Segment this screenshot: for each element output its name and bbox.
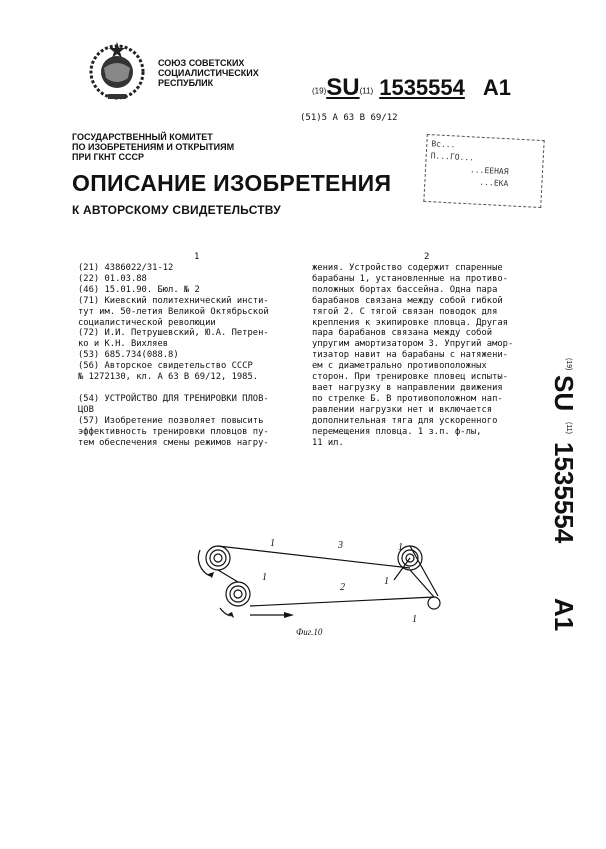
figure-label: 1: [262, 572, 267, 583]
committee-block: [72, 132, 234, 162]
library-stamp: [423, 134, 544, 208]
side-tag: (11): [565, 422, 572, 434]
document-title: ОПИСАНИЕ ИЗОБРЕТЕНИЯ: [72, 170, 392, 196]
figure-label: 1: [412, 614, 417, 625]
country-code-tag: (19): [312, 86, 327, 96]
figure-label: 1: [398, 542, 403, 553]
stamp-line: ...ЕКА: [479, 177, 509, 189]
ussr-emblem: [84, 38, 150, 104]
country-code: SU: [326, 74, 360, 101]
figure-label: 1: [384, 576, 389, 587]
side-number: 1535554: [549, 442, 579, 544]
abstract-column: жения. Устройство содержит спаренные барабаны 1, установленные на противо- положных бортах бассейна. Одна пара барабанов связана между собой гибкой тягой 2. С тягой связан поводок для крепления к экипировке пловца. Другая пара барабанов связана между собой упругим амортизатором 3. Упругий амор- тизатор навит на барабаны с натяжени- ем с диаметрально противоположных сторон. При тренировке пловец испыты- вает нагрузку в направлении движения по стрелке Б. В противоположном нап- равлении нагрузки нет и включается дополнительная тяга для ускоренного перемещения пловца. 1 з.п. ф-лы, 11 ил.: [312, 263, 514, 448]
issuer-line: СОЦИАЛИСТИЧЕСКИХ: [158, 68, 259, 78]
issuer-block: [158, 58, 259, 88]
side-kind: A1: [549, 598, 579, 632]
drum-bottom-right: [428, 597, 440, 609]
committee-line: ПО ИЗОБРЕТЕНИЯМ И ОТКРЫТИЯМ: [72, 142, 235, 152]
direction-arrow: [284, 612, 294, 618]
side-patent-label: [531, 330, 591, 670]
figure-label: 2: [340, 582, 345, 593]
figure-caption: Фиг.10: [296, 627, 323, 637]
side-country: SU: [549, 375, 579, 412]
figure-label: 3: [338, 540, 343, 551]
kind-code: A1: [482, 75, 511, 100]
document-number: [312, 74, 511, 102]
side-tag: (19): [565, 358, 572, 371]
committee-line: ПРИ ГКНТ СССР: [72, 152, 145, 162]
figure-10-drawing: [190, 530, 450, 640]
column-number-left: 1: [194, 252, 200, 262]
number-tag: (11): [359, 86, 374, 96]
stamp-line: ...ЕЕНАЯ: [469, 165, 509, 177]
document-subtitle: К АВТОРСКОМУ СВИДЕТЕЛЬСТВУ: [72, 203, 281, 217]
bibliographic-column: (21) 4386022/31-12 (22) 01.03.88 (46) 15.01.90. Бюл. № 2 (71) Киевский политехнический инсти- тут им. 50-летия Великой Октябрьской социалистической революции (72) И.И. Петрушевский, Ю.А. Петрен- ко и К.Н. Вихляев (53) 685.734(088.8) (56) Авторское свидетельство СССР № 1272130, кл. А 63 В 69/12, 1985. (54) УСТРОЙСТВО ДЛЯ ТРЕНИРОВКИ ПЛОВ- ЦОВ (57) Изобретение позволяет повысить эффективность тренировки пловцов пу- тем обеспечения смены режимов нагру-: [78, 263, 269, 448]
column-number-right: 2: [424, 252, 430, 262]
figure-label: 1: [270, 538, 275, 549]
ipc-classification: (51)5 А 63 В 69/12: [300, 113, 398, 123]
stamp-line: Вс...: [431, 139, 456, 150]
issuer-line: СОЮЗ СОВЕТСКИХ: [158, 58, 245, 68]
flexible-rod-line: [250, 597, 434, 606]
committee-line: ГОСУДАРСТВЕННЫЙ КОМИТЕТ: [72, 132, 213, 142]
stamp-line: П...ГО...: [430, 151, 475, 163]
issuer-line: РЕСПУБЛИК: [158, 78, 214, 88]
patent-number: 1535554: [379, 75, 465, 100]
elastic-shock-absorber-line: [218, 546, 410, 568]
